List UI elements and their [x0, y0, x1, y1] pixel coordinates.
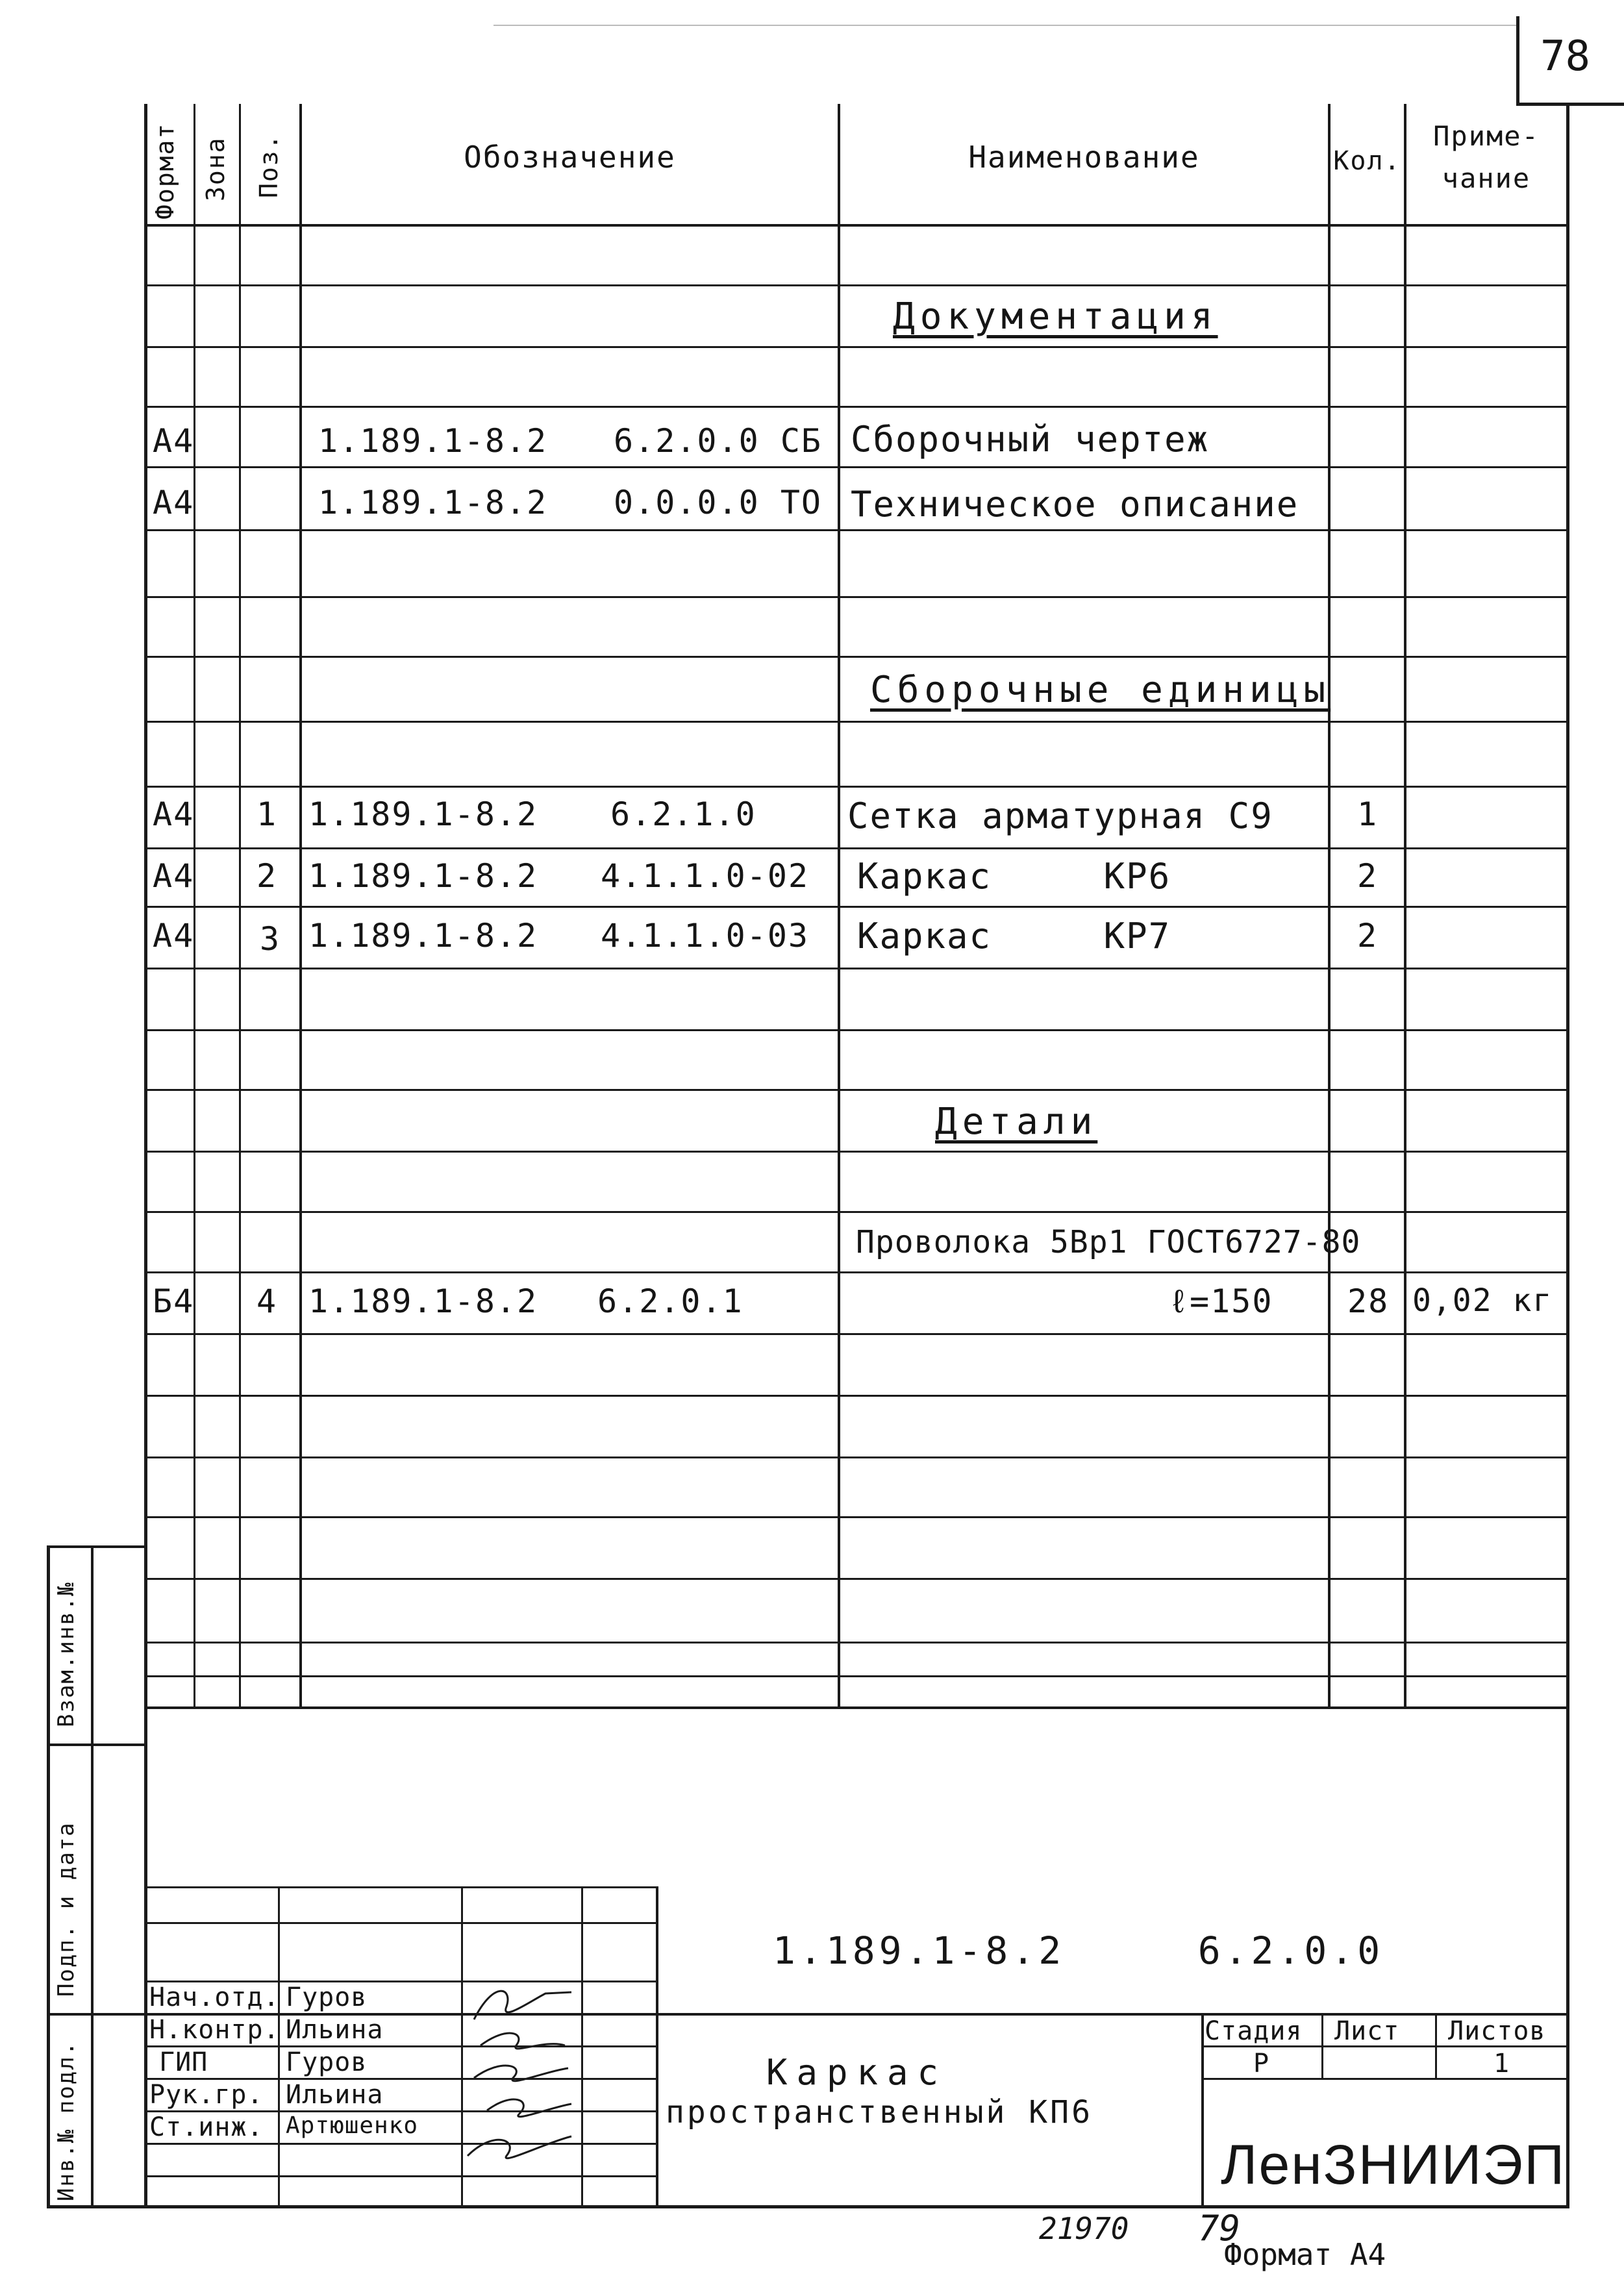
row-qty: 1	[1357, 795, 1379, 833]
signer-role: Нач.отд.	[149, 1982, 280, 2012]
signer-name: Ильина	[286, 2015, 384, 2045]
row-qty: 2	[1357, 917, 1379, 955]
sheet-label: Лист	[1334, 2016, 1400, 2046]
section-assembly-units: Сборочные единицы	[870, 669, 1331, 711]
header-zone: Зона	[201, 136, 230, 201]
row-suffix: 0.0.0.0 ТО	[614, 484, 823, 521]
side-label-replace-inv: Взам.инв.№	[53, 1581, 79, 1727]
organization-name: ЛенЗНИИЭП	[1221, 2134, 1566, 2196]
row-code: 1.189.1-8.2	[308, 795, 538, 833]
row-name: Сборочный чертеж	[851, 419, 1210, 460]
row-format: А4	[153, 484, 195, 521]
header-qty: Кол.	[1333, 146, 1401, 176]
signer-role: ГИП	[159, 2047, 208, 2077]
signer-name: Гуров	[286, 1982, 368, 2012]
signer-role: Ст.инж.	[149, 2112, 264, 2142]
row-suffix: 4.1.1.0-03	[601, 917, 810, 955]
row-name: Техническое описание	[851, 484, 1299, 525]
header-pos: Поз.	[255, 133, 283, 198]
row-format: А4	[153, 917, 195, 955]
stage-label: Стадия	[1205, 2016, 1303, 2046]
row-name: ℓ=150	[1169, 1282, 1273, 1320]
row-format: А4	[153, 795, 195, 833]
signer-name: Артюшенко	[286, 2112, 419, 2139]
row-pos: 4	[256, 1282, 278, 1320]
row-qty: 28	[1347, 1282, 1390, 1320]
item-title-2: пространственный КП6	[666, 2094, 1093, 2131]
section-parts: Детали	[935, 1101, 1098, 1143]
footer-number: 21970	[1039, 2211, 1129, 2246]
row-qty: 2	[1357, 857, 1379, 895]
signature-image	[455, 1961, 591, 2182]
stage-value: Р	[1253, 2049, 1270, 2079]
header-note-2: чание	[1442, 162, 1531, 194]
row-suffix: 6.2.0.1	[597, 1282, 743, 1320]
doc-code: 1.189.1-8.2 6.2.0.0	[773, 1929, 1384, 1973]
row-note: 0,02 кг	[1412, 1282, 1553, 1319]
row-format: Б4	[153, 1282, 195, 1320]
section-documentation: Документация	[893, 295, 1218, 338]
header-name: Наименование	[968, 140, 1200, 175]
footer-page: 79	[1198, 2208, 1241, 2249]
row-code: 1.189.1-8.2	[318, 484, 548, 521]
row-name: Каркас КР7	[857, 916, 1171, 956]
part-material: Проволока 5Вр1 ГОСТ6727-80	[856, 1224, 1361, 1260]
footer-format: Формат А4	[1224, 2237, 1386, 2272]
row-code: 1.189.1-8.2	[308, 917, 538, 955]
sheets-value: 1	[1493, 2049, 1510, 2079]
sheets-label: Листов	[1448, 2016, 1546, 2046]
side-label-sign-date: Подп. и дата	[53, 1821, 79, 1997]
item-title-1: Каркас	[766, 2052, 948, 2093]
page-number: 78	[1540, 32, 1591, 81]
row-format: А4	[153, 857, 195, 895]
row-name: Каркас КР6	[857, 856, 1171, 897]
row-pos: 2	[256, 857, 278, 895]
header-note-1: Приме-	[1433, 120, 1540, 152]
signer-role: Н.контр.	[149, 2015, 280, 2045]
row-suffix: 4.1.1.0-02	[601, 857, 810, 895]
header-designation: Обозначение	[464, 140, 676, 175]
row-code: 1.189.1-8.2	[308, 1282, 538, 1320]
row-suffix: 6.2.1.0	[610, 795, 756, 833]
signer-role: Рук.гр.	[149, 2080, 264, 2110]
row-pos: 3	[260, 920, 281, 958]
signer-name: Ильина	[286, 2080, 384, 2110]
row-code: 1.189.1-8.2	[318, 422, 548, 460]
signer-name: Гуров	[286, 2047, 368, 2077]
row-suffix: 6.2.0.0 СБ	[614, 422, 823, 460]
row-pos: 1	[256, 795, 278, 833]
side-label-inv-orig: Инв.№ подл.	[53, 2040, 79, 2201]
row-format: А4	[153, 422, 195, 460]
header-format: Формат	[151, 122, 179, 219]
row-code: 1.189.1-8.2	[308, 857, 538, 895]
row-name: Сетка арматурная С9	[847, 795, 1273, 836]
